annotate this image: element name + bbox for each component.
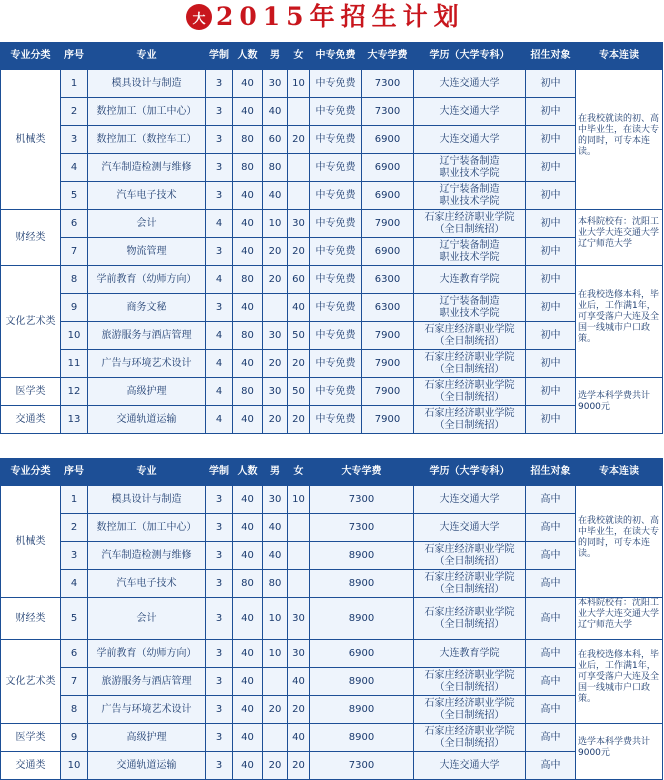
cell-target: 初中	[526, 322, 576, 350]
cell-fee: 7900	[362, 350, 414, 378]
cell-female: 60	[288, 266, 310, 294]
cell-count: 40	[233, 752, 263, 780]
cell-school: 石家庄经济职业学院 （全日制统招）	[414, 210, 526, 238]
cell-count: 40	[233, 486, 263, 514]
cell-school: 大连教育学院	[414, 266, 526, 294]
enrollment-table-junior	[0, 42, 663, 434]
cell-female: 10	[288, 70, 310, 98]
header-cell: 招生对象	[526, 459, 576, 486]
cell-school: 石家庄经济职业学院 （全日制统招）	[414, 598, 526, 640]
table-row	[1, 640, 663, 668]
category-cell: 医学类	[1, 378, 61, 406]
header-cell: 大专学费	[310, 459, 414, 486]
cell-count: 40	[233, 350, 263, 378]
cell-years: 3	[206, 752, 233, 780]
cell-school: 辽宁装备制造 职业技术学院	[414, 238, 526, 266]
cell-male: 40	[263, 514, 288, 542]
cell-target: 初中	[526, 126, 576, 154]
cell-years: 3	[206, 154, 233, 182]
header-cell: 专业	[88, 43, 206, 70]
table-row	[1, 98, 663, 126]
cell-no: 5	[61, 598, 88, 640]
cell-count: 80	[233, 126, 263, 154]
cell-male	[263, 724, 288, 752]
cell-school: 大连教育学院	[414, 640, 526, 668]
cell-major: 模具设计与制造	[88, 486, 206, 514]
cell-target: 高中	[526, 598, 576, 640]
cell-female: 30	[288, 640, 310, 668]
cell-years: 3	[206, 70, 233, 98]
cell-fee: 6900	[310, 640, 414, 668]
cell-male: 20	[263, 406, 288, 434]
cell-years: 3	[206, 126, 233, 154]
category-cell: 文化艺术类	[1, 640, 61, 724]
notes-cell	[576, 266, 663, 378]
table-row	[1, 724, 663, 752]
cell-free: 中专免费	[310, 322, 362, 350]
cell-no: 10	[61, 752, 88, 780]
cell-fee: 8900	[310, 598, 414, 640]
cell-female	[288, 570, 310, 598]
cell-years: 3	[206, 486, 233, 514]
cell-no: 5	[61, 182, 88, 210]
header-cell: 男	[263, 43, 288, 70]
cell-female: 30	[288, 598, 310, 640]
cell-fee: 8900	[310, 668, 414, 696]
cell-fee: 7300	[310, 514, 414, 542]
cell-count: 40	[233, 210, 263, 238]
category-cell: 机械类	[1, 486, 61, 598]
cell-school: 辽宁装备制造 职业技术学院	[414, 294, 526, 322]
cell-major: 汽车电子技术	[88, 182, 206, 210]
header-cell: 人数	[233, 459, 263, 486]
cell-no: 6	[61, 210, 88, 238]
cell-female: 20	[288, 238, 310, 266]
note-text: 在我校就读的初、高中毕业生，在读大专的同时，可专本连读。	[578, 113, 660, 157]
cell-target: 高中	[526, 542, 576, 570]
cell-major: 会计	[88, 598, 206, 640]
cell-major: 高级护理	[88, 724, 206, 752]
cell-male: 20	[263, 350, 288, 378]
cell-fee: 7300	[362, 98, 414, 126]
table-row	[1, 752, 663, 780]
category-cell: 文化艺术类	[1, 266, 61, 378]
cell-years: 4	[206, 266, 233, 294]
cell-no: 9	[61, 294, 88, 322]
cell-free: 中专免费	[310, 266, 362, 294]
cell-major: 数控加工（加工中心）	[88, 514, 206, 542]
table-row	[1, 486, 663, 514]
table-row	[1, 542, 663, 570]
header-cell: 学制	[206, 43, 233, 70]
table-row	[1, 598, 663, 640]
cell-target: 初中	[526, 238, 576, 266]
cell-female	[288, 154, 310, 182]
category-cell: 机械类	[1, 70, 61, 210]
cell-male: 10	[263, 210, 288, 238]
notes-cell	[576, 486, 663, 598]
cell-no: 7	[61, 238, 88, 266]
cell-female	[288, 182, 310, 210]
cell-major: 广告与环境艺术设计	[88, 696, 206, 724]
header-cell: 女	[288, 43, 310, 70]
cell-count: 80	[233, 266, 263, 294]
cell-years: 3	[206, 570, 233, 598]
cell-school: 石家庄经济职业学院 （全日制统招）	[414, 322, 526, 350]
cell-count: 40	[233, 724, 263, 752]
cell-count: 40	[233, 598, 263, 640]
cell-free: 中专免费	[310, 238, 362, 266]
cell-no: 7	[61, 668, 88, 696]
cell-fee: 6900	[362, 154, 414, 182]
cell-fee: 7300	[310, 486, 414, 514]
table-row	[1, 70, 663, 98]
cell-count: 80	[233, 378, 263, 406]
cell-target: 初中	[526, 98, 576, 126]
header-cell: 男	[263, 459, 288, 486]
cell-male	[263, 668, 288, 696]
category-cell: 交通类	[1, 752, 61, 780]
cell-major: 数控加工（加工中心）	[88, 98, 206, 126]
header-cell: 学历（大学专科）	[414, 459, 526, 486]
cell-years: 3	[206, 598, 233, 640]
category-cell: 医学类	[1, 724, 61, 752]
cell-female: 50	[288, 322, 310, 350]
cell-female: 40	[288, 294, 310, 322]
cell-major: 商务文秘	[88, 294, 206, 322]
cell-no: 8	[61, 696, 88, 724]
cell-target: 初中	[526, 406, 576, 434]
cell-school: 大连交通大学	[414, 486, 526, 514]
header-cell: 序号	[61, 459, 88, 486]
cell-target: 初中	[526, 266, 576, 294]
table-row	[1, 210, 663, 238]
cell-male: 20	[263, 696, 288, 724]
cell-male: 20	[263, 752, 288, 780]
note-text: 本科院校有：沈阳工业大学大连交通大学辽宁师范大学	[578, 598, 660, 630]
cell-free: 中专免费	[310, 294, 362, 322]
cell-target: 高中	[526, 570, 576, 598]
cell-target: 高中	[526, 696, 576, 724]
cell-years: 4	[206, 210, 233, 238]
cell-count: 40	[233, 668, 263, 696]
table-header-row	[1, 459, 663, 486]
header-cell: 专业分类	[1, 43, 61, 70]
cell-years: 3	[206, 724, 233, 752]
cell-no: 1	[61, 70, 88, 98]
cell-count: 40	[233, 182, 263, 210]
table-row	[1, 182, 663, 210]
header-cell: 专本连读	[576, 459, 663, 486]
cell-fee: 6300	[362, 294, 414, 322]
header-cell: 大专学费	[362, 43, 414, 70]
note-text: 选学本科学费共计9000元	[578, 390, 651, 412]
notes-cell	[576, 378, 663, 434]
note-text: 选学本科学费共计9000元	[578, 736, 651, 758]
cell-target: 初中	[526, 210, 576, 238]
note-text: 本科院校有：沈阳工业大学大连交通大学辽宁师范大学	[578, 217, 660, 249]
cell-target: 高中	[526, 668, 576, 696]
cell-fee: 7300	[362, 70, 414, 98]
cell-years: 3	[206, 542, 233, 570]
notes-cell	[576, 598, 663, 640]
cell-male: 30	[263, 378, 288, 406]
cell-major: 数控加工（数控车工）	[88, 126, 206, 154]
cell-free: 中专免费	[310, 210, 362, 238]
cell-target: 高中	[526, 752, 576, 780]
cell-school: 大连交通大学	[414, 126, 526, 154]
cell-fee: 7900	[362, 322, 414, 350]
table-row	[1, 668, 663, 696]
cell-no: 6	[61, 640, 88, 668]
page-header	[0, 0, 664, 40]
cell-female: 20	[288, 350, 310, 378]
header-cell: 专业分类	[1, 459, 61, 486]
cell-major: 旅游服务与酒店管理	[88, 322, 206, 350]
table-row	[1, 154, 663, 182]
cell-years: 4	[206, 406, 233, 434]
cell-target: 初中	[526, 154, 576, 182]
cell-no: 4	[61, 154, 88, 182]
header-cell: 女	[288, 459, 310, 486]
table-row	[1, 406, 663, 434]
cell-years: 3	[206, 514, 233, 542]
notes-cell	[576, 70, 663, 210]
category-cell: 交通类	[1, 406, 61, 434]
notes-cell	[576, 724, 663, 780]
cell-free: 中专免费	[310, 350, 362, 378]
cell-count: 80	[233, 570, 263, 598]
enrollment-table-senior	[0, 458, 663, 780]
cell-female	[288, 514, 310, 542]
cell-female: 20	[288, 406, 310, 434]
table-row	[1, 350, 663, 378]
cell-no: 8	[61, 266, 88, 294]
cell-target: 初中	[526, 350, 576, 378]
cell-fee: 8900	[310, 542, 414, 570]
cell-count: 40	[233, 640, 263, 668]
cell-no: 13	[61, 406, 88, 434]
cell-free: 中专免费	[310, 378, 362, 406]
cell-fee: 8900	[310, 570, 414, 598]
header-cell: 招生对象	[526, 43, 576, 70]
cell-no: 2	[61, 514, 88, 542]
header-cell: 序号	[61, 43, 88, 70]
cell-no: 3	[61, 126, 88, 154]
cell-count: 40	[233, 294, 263, 322]
cell-count: 40	[233, 696, 263, 724]
cell-male: 40	[263, 98, 288, 126]
cell-fee: 7900	[362, 210, 414, 238]
cell-school: 辽宁装备制造 职业技术学院	[414, 154, 526, 182]
note-text: 在我校选修本科，毕业后，工作满1年，可享受落户大连及全国一线城市户口政策。	[578, 650, 660, 704]
cell-free: 中专免费	[310, 98, 362, 126]
cell-school: 石家庄经济职业学院 （全日制统招）	[414, 350, 526, 378]
cell-major: 学前教育（幼师方向）	[88, 640, 206, 668]
cell-no: 1	[61, 486, 88, 514]
cell-fee: 6900	[362, 182, 414, 210]
cell-school: 石家庄经济职业学院 （全日制统招）	[414, 378, 526, 406]
cell-female: 50	[288, 378, 310, 406]
table-row	[1, 294, 663, 322]
table-row	[1, 126, 663, 154]
cell-female: 30	[288, 210, 310, 238]
cell-count: 40	[233, 406, 263, 434]
cell-target: 高中	[526, 486, 576, 514]
cell-female: 20	[288, 752, 310, 780]
cell-major: 高级护理	[88, 378, 206, 406]
table-header-row	[1, 43, 663, 70]
cell-count: 80	[233, 322, 263, 350]
cell-years: 3	[206, 640, 233, 668]
header-cell: 学制	[206, 459, 233, 486]
cell-male: 80	[263, 154, 288, 182]
cell-count: 40	[233, 98, 263, 126]
cell-years: 4	[206, 322, 233, 350]
note-text: 在我校选修本科，毕业后，工作满1年，可享受落户大连及全国一线城市户口政策。	[578, 290, 660, 344]
header-cell: 中专免费	[310, 43, 362, 70]
cell-female: 10	[288, 486, 310, 514]
cell-female: 20	[288, 696, 310, 724]
cell-target: 初中	[526, 70, 576, 98]
cell-no: 4	[61, 570, 88, 598]
cell-male: 40	[263, 182, 288, 210]
cell-male	[263, 294, 288, 322]
header-cell: 专业	[88, 459, 206, 486]
cell-school: 石家庄经济职业学院 （全日制统招）	[414, 724, 526, 752]
cell-target: 初中	[526, 182, 576, 210]
cell-male: 30	[263, 486, 288, 514]
cell-target: 高中	[526, 514, 576, 542]
page-title: 2015年招生计划	[216, 2, 465, 31]
cell-school: 石家庄经济职业学院 （全日制统招）	[414, 696, 526, 724]
category-cell: 财经类	[1, 210, 61, 266]
cell-free: 中专免费	[310, 126, 362, 154]
cell-count: 40	[233, 514, 263, 542]
cell-target: 高中	[526, 640, 576, 668]
header-cell: 学历（大学专科）	[414, 43, 526, 70]
cell-free: 中专免费	[310, 406, 362, 434]
cell-no: 12	[61, 378, 88, 406]
cell-male: 20	[263, 238, 288, 266]
cell-fee: 8900	[310, 724, 414, 752]
cell-major: 物流管理	[88, 238, 206, 266]
cell-fee: 7900	[362, 406, 414, 434]
cell-female: 20	[288, 126, 310, 154]
cell-school: 大连交通大学	[414, 70, 526, 98]
cell-major: 旅游服务与酒店管理	[88, 668, 206, 696]
cell-major: 模具设计与制造	[88, 70, 206, 98]
cell-female: 40	[288, 724, 310, 752]
cell-school: 石家庄经济职业学院 （全日制统招）	[414, 668, 526, 696]
note-text: 在我校就读的初、高中毕业生，在读大专的同时，可专本连读。	[578, 515, 660, 559]
cell-school: 石家庄经济职业学院 （全日制统招）	[414, 542, 526, 570]
header-cell: 人数	[233, 43, 263, 70]
cell-years: 3	[206, 98, 233, 126]
notes-cell	[576, 640, 663, 724]
cell-school: 辽宁装备制造 职业技术学院	[414, 182, 526, 210]
cell-major: 交通轨道运输	[88, 406, 206, 434]
cell-count: 40	[233, 542, 263, 570]
cell-free: 中专免费	[310, 70, 362, 98]
cell-school: 大连交通大学	[414, 98, 526, 126]
cell-male: 10	[263, 640, 288, 668]
cell-fee: 7300	[310, 752, 414, 780]
cell-years: 3	[206, 696, 233, 724]
cell-years: 3	[206, 294, 233, 322]
cell-count: 40	[233, 238, 263, 266]
cell-years: 3	[206, 182, 233, 210]
cell-target: 初中	[526, 294, 576, 322]
school-logo-icon: 大	[186, 4, 212, 30]
category-cell: 财经类	[1, 598, 61, 640]
cell-major: 学前教育（幼师方向）	[88, 266, 206, 294]
cell-major: 汽车制造检测与维修	[88, 154, 206, 182]
notes-cell	[576, 210, 663, 266]
cell-count: 40	[233, 70, 263, 98]
cell-free: 中专免费	[310, 182, 362, 210]
cell-male: 20	[263, 266, 288, 294]
cell-male: 40	[263, 542, 288, 570]
cell-major: 广告与环境艺术设计	[88, 350, 206, 378]
table-row	[1, 322, 663, 350]
cell-no: 2	[61, 98, 88, 126]
cell-school: 石家庄经济职业学院 （全日制统招）	[414, 570, 526, 598]
cell-years: 3	[206, 668, 233, 696]
cell-target: 初中	[526, 378, 576, 406]
table-row	[1, 238, 663, 266]
cell-fee: 7900	[362, 378, 414, 406]
cell-fee: 6900	[362, 238, 414, 266]
cell-fee: 6900	[362, 126, 414, 154]
cell-free: 中专免费	[310, 154, 362, 182]
cell-major: 交通轨道运输	[88, 752, 206, 780]
cell-years: 4	[206, 350, 233, 378]
cell-female	[288, 542, 310, 570]
cell-target: 高中	[526, 724, 576, 752]
table-row	[1, 570, 663, 598]
cell-school: 大连交通大学	[414, 752, 526, 780]
table-row	[1, 378, 663, 406]
table-row	[1, 696, 663, 724]
cell-female: 40	[288, 668, 310, 696]
cell-male: 80	[263, 570, 288, 598]
cell-count: 80	[233, 154, 263, 182]
cell-fee: 6300	[362, 266, 414, 294]
cell-no: 10	[61, 322, 88, 350]
cell-school: 石家庄经济职业学院 （全日制统招）	[414, 406, 526, 434]
cell-female	[288, 98, 310, 126]
cell-no: 3	[61, 542, 88, 570]
cell-school: 大连交通大学	[414, 514, 526, 542]
cell-major: 汽车制造检测与维修	[88, 542, 206, 570]
table-row	[1, 514, 663, 542]
cell-major: 汽车电子技术	[88, 570, 206, 598]
cell-fee: 8900	[310, 696, 414, 724]
cell-male: 60	[263, 126, 288, 154]
table-row	[1, 266, 663, 294]
header-cell: 专本连读	[576, 43, 663, 70]
cell-years: 3	[206, 238, 233, 266]
cell-no: 9	[61, 724, 88, 752]
cell-years: 4	[206, 378, 233, 406]
cell-no: 11	[61, 350, 88, 378]
cell-male: 30	[263, 322, 288, 350]
cell-male: 30	[263, 70, 288, 98]
cell-male: 10	[263, 598, 288, 640]
cell-major: 会计	[88, 210, 206, 238]
